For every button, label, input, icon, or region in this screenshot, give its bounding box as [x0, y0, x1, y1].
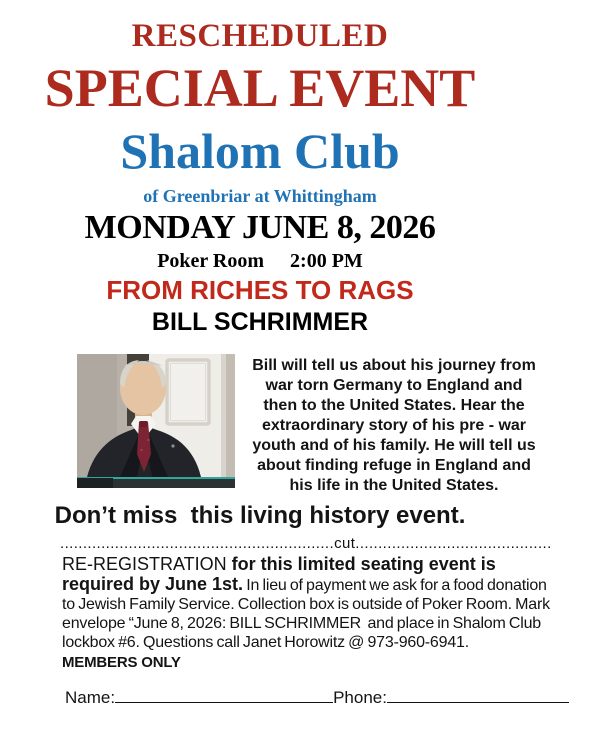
name-blank-line — [115, 687, 333, 703]
event-location: Poker Room — [157, 250, 265, 272]
rescheduled-banner: RESCHEDULED — [131, 18, 389, 54]
photo-bottom-bar — [77, 477, 235, 488]
name-label: Name: — [65, 688, 116, 707]
registration-lead: RE-REGISTRATION — [62, 554, 227, 574]
cut-dots-right: ........................................... — [355, 535, 552, 552]
phone-blank-line — [387, 687, 569, 703]
flyer-page — [0, 14, 608, 733]
club-name: Shalom Club — [120, 123, 400, 179]
members-only-note: MEMBERS ONLY — [62, 654, 181, 671]
registration-paragraph — [62, 555, 562, 652]
header-block — [0, 14, 520, 338]
event-time: 2:00 PM — [290, 250, 363, 272]
speaker-description: Bill will tell us about his journey from war torn Germany to England and then to the United States. Hear the extraordinary story of his pre - war youth and of his family. He will tell us about finding refuge in England and his life in the United States. — [252, 357, 541, 494]
event-date: MONDAY JUNE 8, 2026 — [84, 209, 436, 246]
cut-line — [60, 536, 608, 552]
speaker-photo — [77, 354, 235, 488]
callout-line: Don’t miss this living history event. — [54, 502, 466, 529]
phone-label: Phone: — [333, 688, 387, 707]
special-event-title: SPECIAL EVENT — [44, 58, 476, 118]
cut-dots-left: ............................................................ — [60, 535, 335, 552]
venue-line — [0, 248, 520, 275]
talk-title: FROM RICHES TO RAGS — [106, 275, 414, 305]
speaker-name: BILL SCHRIMMER — [151, 308, 369, 336]
cut-label: cut — [334, 535, 356, 552]
speaker-section — [0, 354, 608, 496]
registration-deadline: for this limited seating event is required by June 1st. — [62, 554, 501, 594]
signup-row — [65, 687, 608, 709]
registration-details: In lieu of payment we ask for a food donation to Jewish Family Service. Collection box is outside of Poker Room. Mark envelope “June 8, 2026: BILL SCHRIMMER and place in Shalom Club lockbox #6. Questions call Janet Horowitz @ 973-960-6941. — [62, 577, 554, 651]
club-subtitle: of Greenbriar at Whittingham — [143, 186, 377, 206]
